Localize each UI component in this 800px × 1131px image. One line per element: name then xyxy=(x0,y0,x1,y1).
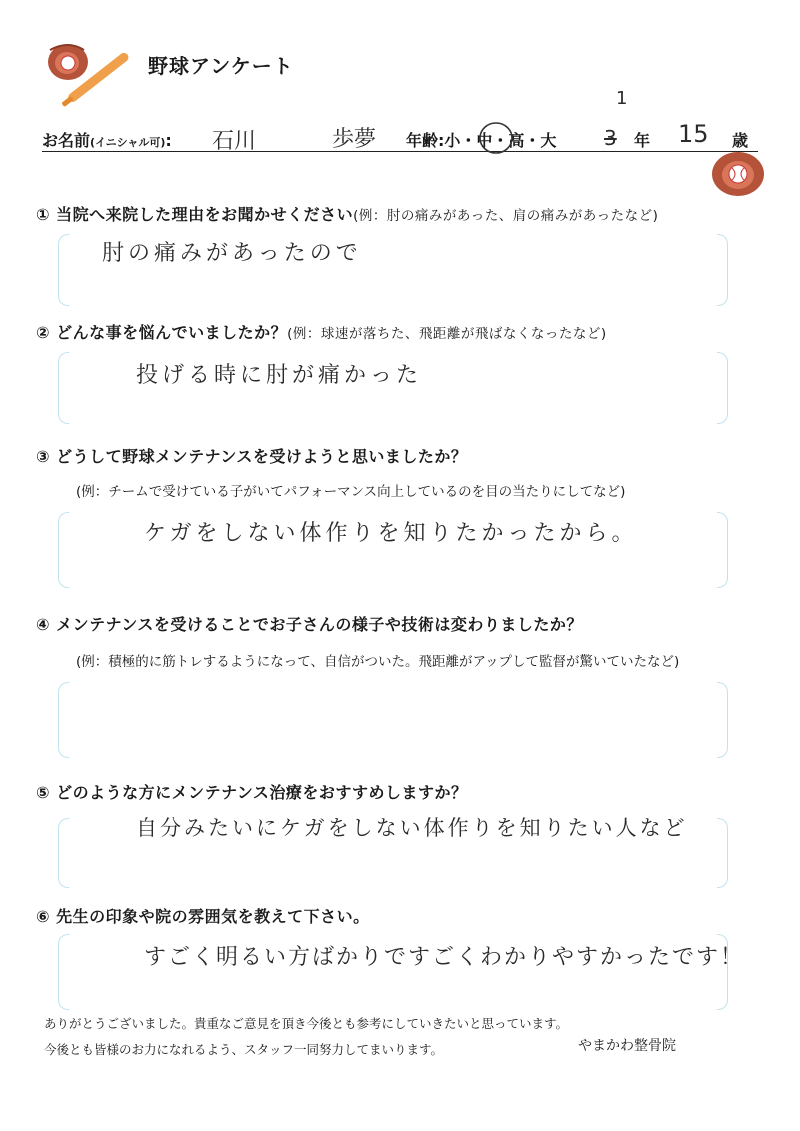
grade-corrected-value[interactable]: 1 xyxy=(616,88,628,109)
underline xyxy=(42,151,758,152)
question-1: ① 当院へ来院した理由をお聞かせください(例：肘の痛みがあった、肩の痛みがあったなど) xyxy=(36,205,659,224)
clinic-name: やまかわ整骨院 xyxy=(578,1038,676,1054)
answer-6: すごく明るい方ばかりですごくわかりやすかったです！ xyxy=(144,945,745,970)
circle-mark xyxy=(476,118,516,158)
grade-original-value: 3 xyxy=(604,126,617,150)
question-4: ④ メンテナンスを受けることでお子さんの様子や技術は変わりましたか？ xyxy=(36,615,583,634)
name-given-value[interactable]: 歩夢 xyxy=(332,127,377,152)
answer-box-4[interactable] xyxy=(58,682,728,758)
answer-5: 自分みたいにケガをしない体作りを知りたい人など xyxy=(136,816,688,840)
footer-thanks: ありがとうございました。貴重なご意見を頂き今後とも参考にしていきたいと思っています。 xyxy=(44,1016,569,1031)
question-2: ② どんな事を悩んでいましたか？(例：球速が落ちた、飛距離が飛ばなくなったなど) xyxy=(36,323,607,342)
name-family-value[interactable]: 石川 xyxy=(212,129,257,154)
age-unit: 歳 xyxy=(732,131,749,150)
age-label: 年齢:小・中・高・大 xyxy=(406,131,557,150)
question-3: ③ どうして野球メンテナンスを受けようと思いましたか？ xyxy=(36,447,468,466)
page-title: 野球アンケート xyxy=(148,54,294,78)
answer-box-6[interactable] xyxy=(58,934,745,1010)
answer-box-2[interactable] xyxy=(58,352,728,424)
question-5: ⑤ どのような方にメンテナンス治療をおすすめしますか？ xyxy=(36,783,468,802)
question-3-example: (例：チームで受けている子がいてパフォーマンス向上しているのを目の当たりにしてなど) xyxy=(76,484,626,500)
year-label: 年 xyxy=(634,131,651,150)
question-4-example: (例：積極的に筋トレするようになって、自信がついた。飛距離がアップして監督が驚いていたなど) xyxy=(76,654,680,670)
footer-message: 今後とも皆様のお力になれるよう、スタッフ一同努力してまいります。 xyxy=(44,1042,444,1057)
age-value[interactable]: 15 xyxy=(678,120,709,148)
question-6: ⑥ 先生の印象や院の雰囲気を教えて下さい。 xyxy=(36,907,370,926)
answer-box-5[interactable] xyxy=(58,818,728,888)
name-age-row xyxy=(42,88,758,156)
baseball-glove-bat-logo xyxy=(40,38,136,112)
answer-1: 肘の痛みがあったので xyxy=(102,241,362,266)
answer-3: ケガをしない体作りを知りたかったから。 xyxy=(144,521,638,546)
answer-2: 投げる時に肘が痛かった xyxy=(136,363,423,388)
name-label: お名前(イニシャル可): xyxy=(42,131,172,150)
answer-box-3[interactable] xyxy=(58,512,728,588)
answer-box-1[interactable] xyxy=(58,234,728,306)
